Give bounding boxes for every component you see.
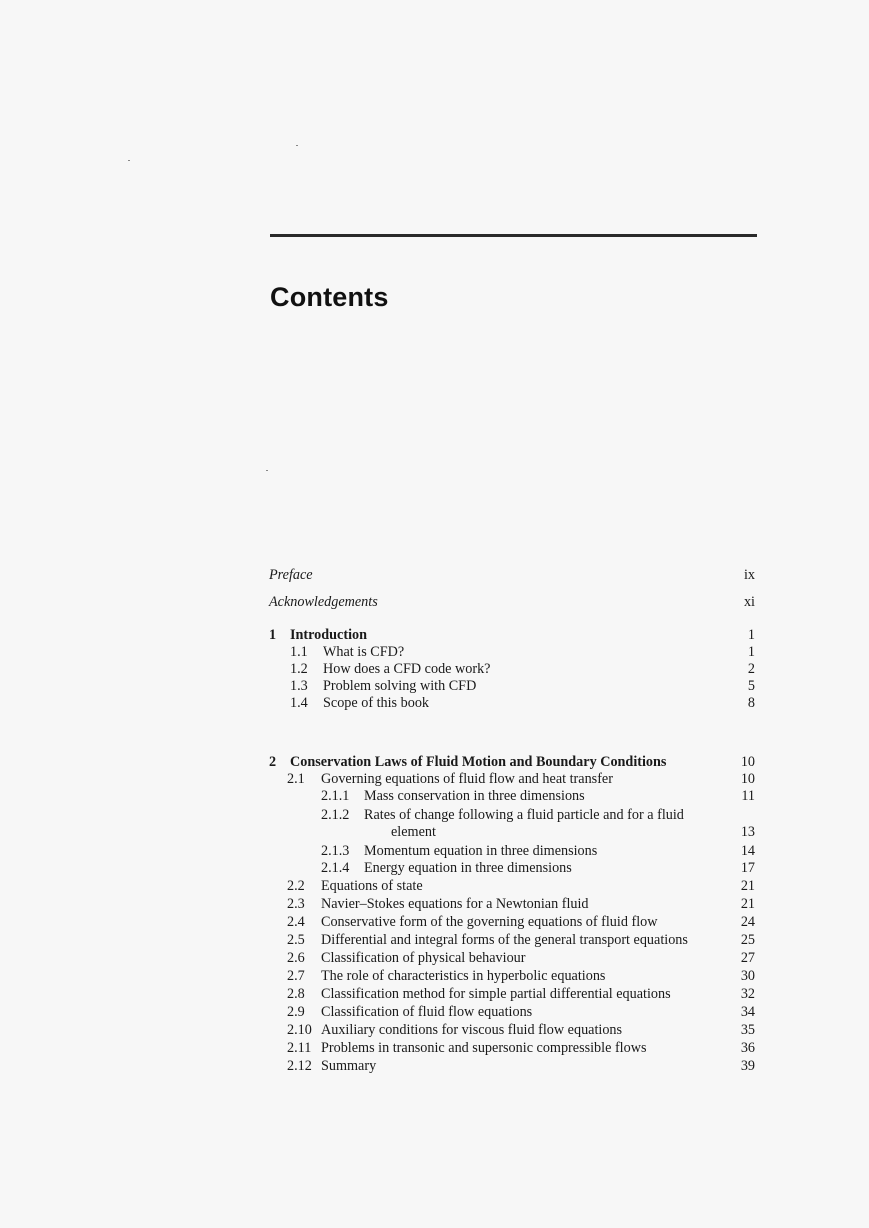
section-number: 2.7: [287, 968, 305, 984]
toc-section: [269, 643, 755, 661]
chapter-page: 1: [747, 627, 755, 643]
scan-speck: [128, 160, 130, 161]
section-page: 34: [740, 1004, 755, 1020]
page-title: Contents: [270, 282, 389, 312]
section-number: 2.2: [287, 878, 305, 894]
section-title: Governing equations of fluid flow and heat transfer: [321, 771, 613, 787]
section-title: Differential and integral forms of the general transport equations: [321, 932, 688, 948]
subsection-title: Rates of change following a fluid particle and for a fluid: [364, 807, 684, 823]
section-title: Problems in transonic and supersonic compressible flows: [321, 1040, 647, 1056]
toc-entry-preface: [269, 566, 755, 584]
section-number: 2.8: [287, 986, 305, 1002]
section-number: 2.12: [287, 1058, 312, 1074]
toc-entry-page: ix: [743, 567, 755, 583]
section-page: 25: [740, 932, 755, 948]
section-page: 27: [740, 950, 755, 966]
section-number: 1.2: [290, 661, 308, 677]
section-title: Conservative form of the governing equations of fluid flow: [321, 914, 658, 930]
toc-section: [269, 931, 755, 949]
toc-section: [269, 985, 755, 1003]
toc-chapter-1: [269, 626, 755, 644]
toc-section: [269, 1021, 755, 1039]
section-number: 2.10: [287, 1022, 312, 1038]
toc-section: [269, 770, 755, 788]
section-page: 8: [747, 695, 755, 711]
section-page: 24: [740, 914, 755, 930]
section-page: 30: [740, 968, 755, 984]
subsection-title: Momentum equation in three dimensions: [364, 843, 598, 859]
section-title: Classification of physical behaviour: [321, 950, 526, 966]
chapter-number: 2: [269, 754, 277, 770]
scan-speck: [266, 470, 268, 471]
toc-subsection: [269, 787, 755, 805]
subsection-number: 2.1.3: [321, 843, 350, 859]
section-title: How does a CFD code work?: [323, 661, 491, 677]
toc-subsection: [269, 806, 755, 824]
section-title: Problem solving with CFD: [323, 678, 477, 694]
section-number: 1.4: [290, 695, 308, 711]
toc-subsection: [269, 859, 755, 877]
section-title: Auxiliary conditions for viscous fluid flow equations: [321, 1022, 623, 1038]
subsection-title: Energy equation in three dimensions: [364, 860, 572, 876]
toc-subsection-continued: [269, 823, 755, 841]
section-page: 21: [740, 896, 755, 912]
section-page: 36: [740, 1040, 755, 1056]
subsection-page: 14: [740, 843, 755, 859]
section-number: 2.1: [287, 771, 305, 787]
subsection-number: 2.1.2: [321, 807, 350, 823]
section-number: 1.1: [290, 644, 308, 660]
section-title: Summary: [321, 1058, 377, 1074]
toc-section: [269, 895, 755, 913]
subsection-page: 11: [741, 788, 755, 804]
section-title: Navier–Stokes equations for a Newtonian fluid: [321, 896, 589, 912]
section-number: 2.11: [287, 1040, 312, 1056]
section-page: 5: [747, 678, 755, 694]
toc-section: [269, 1057, 755, 1075]
section-page: 1: [747, 644, 755, 660]
toc-section: [269, 877, 755, 895]
section-number: 2.9: [287, 1004, 305, 1020]
toc-entry-label: Acknowledgements: [269, 594, 378, 610]
section-page: 39: [740, 1058, 755, 1074]
toc-subsection: [269, 842, 755, 860]
section-title: Scope of this book: [323, 695, 430, 711]
toc-entry-page: xi: [743, 594, 755, 610]
subsection-number: 2.1.1: [321, 788, 350, 804]
header-rule: [270, 234, 757, 237]
section-page: 10: [740, 771, 755, 787]
section-number: 2.6: [287, 950, 305, 966]
subsection-page: 17: [740, 860, 755, 876]
toc-section: [269, 677, 755, 695]
toc-section: [269, 949, 755, 967]
scan-speck: [296, 145, 298, 146]
toc-section: [269, 1039, 755, 1057]
section-page: 32: [740, 986, 755, 1002]
section-number: 2.4: [287, 914, 305, 930]
section-number: 2.3: [287, 896, 305, 912]
toc-section: [269, 967, 755, 985]
section-title: Classification of fluid flow equations: [321, 1004, 533, 1020]
chapter-number: 1: [269, 627, 277, 643]
section-title: What is CFD?: [323, 644, 405, 660]
section-title: Classification method for simple partial differential equations: [321, 986, 671, 1002]
toc-section: [269, 660, 755, 678]
toc-entry-acknowledgements: [269, 593, 755, 611]
chapter-title: Introduction: [290, 627, 367, 643]
subsection-number: 2.1.4: [321, 860, 350, 876]
subsection-title-continued: element: [391, 824, 436, 840]
chapter-title: Conservation Laws of Fluid Motion and Boundary Conditions: [290, 754, 667, 770]
toc-section: [269, 1003, 755, 1021]
section-title: The role of characteristics in hyperbolic equations: [321, 968, 606, 984]
subsection-title: Mass conservation in three dimensions: [364, 788, 585, 804]
chapter-page: 10: [740, 754, 755, 770]
section-number: 2.5: [287, 932, 305, 948]
section-page: 2: [747, 661, 755, 677]
toc-chapter-2: [269, 753, 755, 771]
toc-section: [269, 694, 755, 712]
subsection-page: 13: [740, 824, 755, 840]
toc-section: [269, 913, 755, 931]
section-title: Equations of state: [321, 878, 423, 894]
section-number: 1.3: [290, 678, 308, 694]
section-page: 35: [740, 1022, 755, 1038]
toc-entry-label: Preface: [269, 567, 313, 583]
section-page: 21: [740, 878, 755, 894]
